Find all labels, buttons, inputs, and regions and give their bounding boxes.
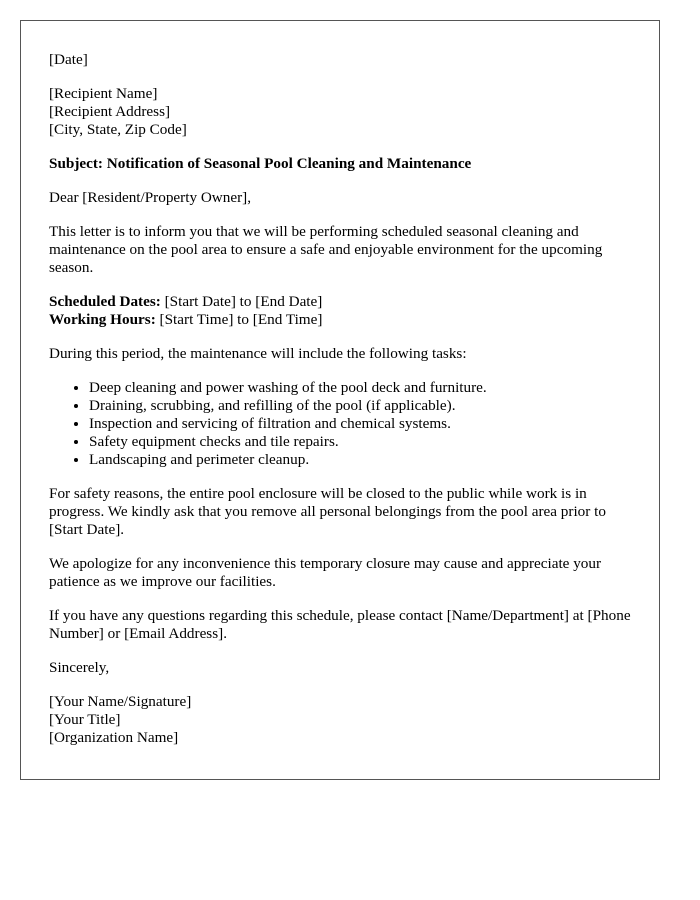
recipient-name: [Recipient Name] [49,85,158,102]
recipient-city-state-zip: [City, State, Zip Code] [49,121,187,138]
signature-name: [Your Name/Signature] [49,693,192,710]
working-hours-value: [Start Time] to [End Time] [155,311,323,328]
salutation: Dear [Resident/Property Owner], [49,189,252,206]
letter-date: [Date] [49,51,88,68]
schedule-block [49,293,631,329]
closing: Sincerely, [49,659,110,676]
date-block [49,51,631,69]
apology-paragraph: We apologize for any inconvenience this temporary closure may cause and appreciate your patience as we improve our facilities. [49,555,602,590]
safety-paragraph: For safety reasons, the entire pool enclosure will be closed to the public while work is in progress. We kindly ask that you remove all personal belongings from the pool area prior to [Start Date]. [49,485,606,538]
signature-title: [Your Title] [49,711,121,728]
recipient-address-block [49,85,631,139]
task-item: • Landscaping and perimeter cleanup. [89,451,631,469]
signature-organization: [Organization Name] [49,729,179,746]
working-hours-line [49,311,631,329]
task-item: • Draining, scrubbing, and refilling of the pool (if applicable). [89,397,631,415]
tasks-intro: During this period, the maintenance will include the following tasks: [49,345,467,362]
task-item: • Deep cleaning and power washing of the pool deck and furniture. [89,379,631,397]
task-item: • Inspection and servicing of filtration and chemical systems. [89,415,631,433]
subject-text: Subject: Notification of Seasonal Pool Cleaning and Maintenance [49,155,472,172]
scheduled-dates-value: [Start Date] to [End Date] [160,293,323,310]
signature-block [49,693,631,747]
scheduled-dates-label: Scheduled Dates: [49,293,161,310]
scheduled-dates-line [49,293,631,311]
contact-paragraph: If you have any questions regarding this schedule, please contact [Name/Department] at [Phone Number] or [Email Address]. [49,607,631,642]
letter-page [20,20,660,780]
working-hours-label: Working Hours: [49,311,156,328]
task-list [49,379,631,469]
intro-paragraph: This letter is to inform you that we will be performing scheduled seasonal cleaning and maintenance on the pool area to ensure a safe and enjoyable environment for the upcoming season. [49,223,603,276]
subject-line [49,155,631,173]
task-item: • Safety equipment checks and tile repairs. [89,433,631,451]
recipient-address: [Recipient Address] [49,103,171,120]
